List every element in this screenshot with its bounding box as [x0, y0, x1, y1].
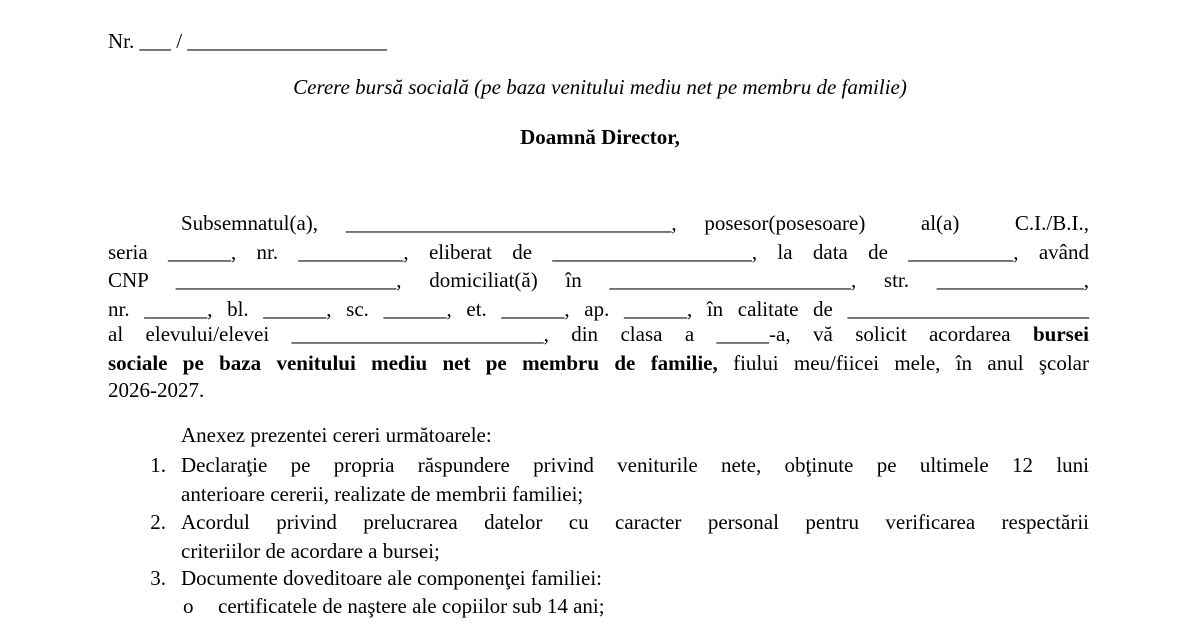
list-item-text: anterioare cererii, realizate de membrii familiei; — [181, 481, 584, 506]
list-item-text: Documente doveditoare ale componenţei familiei: — [181, 566, 603, 590]
paragraph-line — [108, 320, 1089, 349]
paragraph-text: al elevului/elevei ________________________, din clasa a _____-a, vă solicit acordarea — [108, 322, 1033, 346]
document-subtitle: Cerere bursă socială (pe baza venitului mediu net pe membru de familie) — [293, 75, 907, 99]
list-item-number: 1. — [150, 453, 166, 477]
annex-intro: Anexez prezentei cereri următoarele: — [181, 423, 492, 447]
paragraph-bold-text: bursei — [1032, 322, 1089, 346]
paragraph-line — [108, 349, 1089, 378]
paragraph-bold-text: sociale pe baza venitului mediu net pe membru de familie, — [108, 350, 718, 375]
list-item-number: 3. — [150, 566, 166, 590]
paragraph-line: 2026-2027. — [108, 378, 205, 402]
paragraph-text: fiului meu/fiicei mele, în anul şcolar — [717, 350, 1089, 375]
list-item-text: Acordul privind prelucrarea datelor cu caracter personal pentru verificarea respectării — [181, 510, 1089, 534]
bullet-icon: o — [183, 594, 194, 618]
paragraph-line: Subsemnatul(a), _______________________________, posesor(posesoare) al(a) C.I./B.I., — [181, 211, 1089, 235]
salutation: Doamnă Director, — [520, 125, 680, 149]
registration-number-field: Nr. ___ / ___________________ — [108, 29, 387, 53]
paragraph-line: seria ______, nr. __________, eliberat de ___________________, la data de __________, având — [108, 239, 1089, 264]
list-item-number: 2. — [150, 510, 166, 534]
list-item-text: criteriilor de acordare a bursei; — [181, 538, 440, 563]
paragraph-line: nr. ______, bl. ______, sc. ______, et. ______, ap. ______, în calitate de _______________________ — [108, 296, 1089, 321]
sub-list-item-text: certificatele de naştere ale copiilor sub 14 ani; — [218, 594, 605, 618]
list-item-text: Declaraţie pe propria răspundere privind veniturile nete, obţinute pe ultimele 12 luni — [181, 453, 1089, 477]
paragraph-line: CNP _____________________, domiciliat(ă) în _______________________, str. ______________, — [108, 268, 1089, 292]
